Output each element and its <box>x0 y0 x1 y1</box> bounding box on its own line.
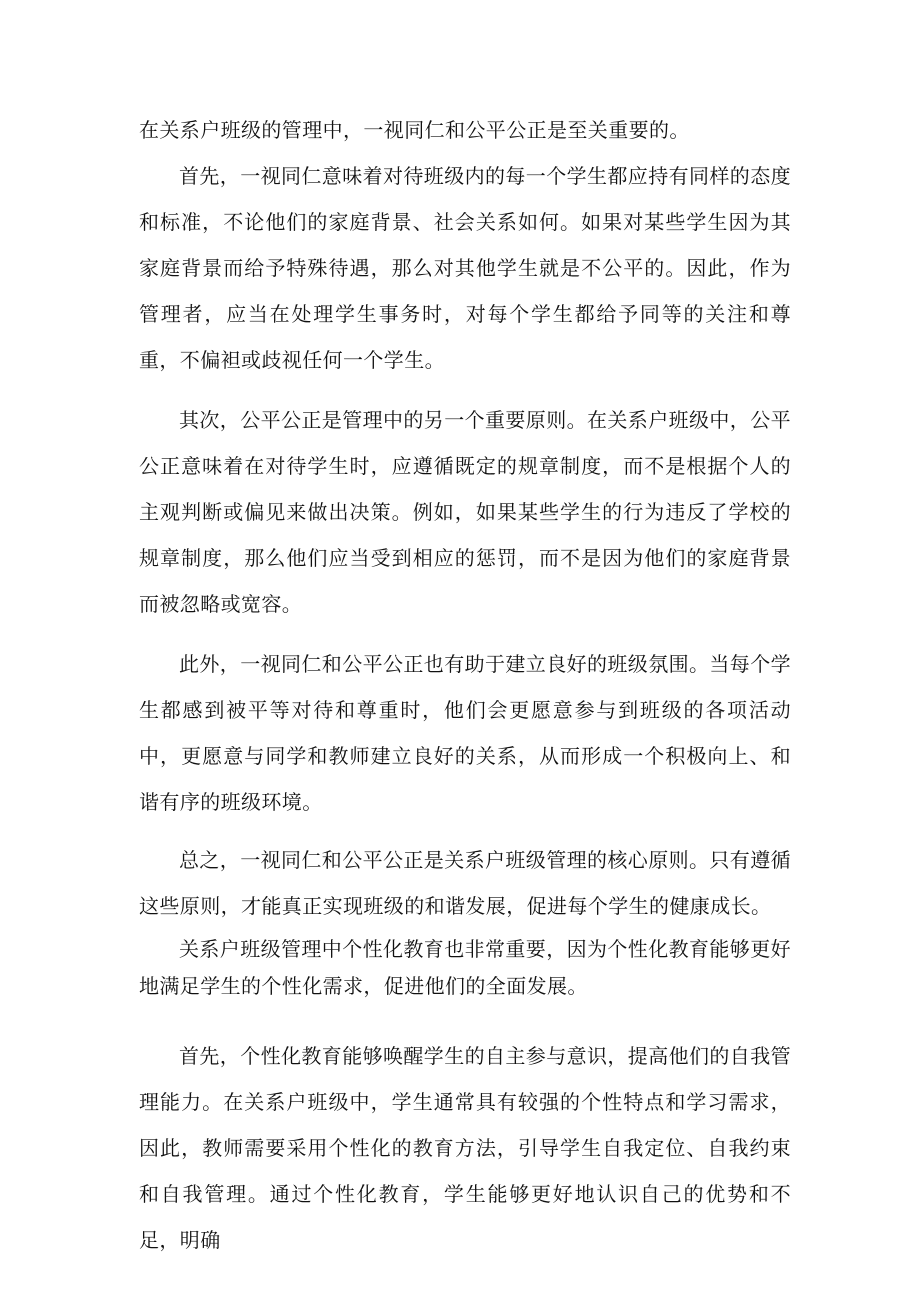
paragraph-first-equal-treatment: 首先，一视同仁意味着对待班级内的每一个学生都应持有同样的态度和标准，不论他们的家庭背景、社会关系如何。如果对某些学生因为其家庭背景而给予特殊待遇，那么对其他学生就是不公平的。因此，作为管理者，应当在处理学生事务时，对每个学生都给予同等的关注和尊重，不偏袒或歧视任何一个学生。 <box>139 164 791 372</box>
paragraph-intro: 在关系户班级的管理中，一视同仁和公平公正是至关重要的。 <box>139 118 690 142</box>
paragraph-first-personalized: 首先，个性化教育能够唤醒学生的自主参与意识，提高他们的自我管理能力。在关系户班级中，学生通常具有较强的个性特点和学习需求，因此，教师需要采用个性化的教育方法，引导学生自我定位、自我约束和自我管理。通过个性化教育，学生能够更好地认识自己的优势和不足，明确 <box>139 1044 791 1252</box>
paragraph-conclusion: 总之，一视同仁和公平公正是关系户班级管理的核心原则。只有遵循这些原则，才能真正实现班级的和谐发展，促进每个学生的健康成长。 <box>139 848 791 918</box>
paragraph-personalized-education: 关系户班级管理中个性化教育也非常重要，因为个性化教育能够更好地满足学生的个性化需求，促进他们的全面发展。 <box>139 937 791 998</box>
paragraph-class-atmosphere: 此外，一视同仁和公平公正也有助于建立良好的班级氛围。当每个学生都感到被平等对待和尊重时，他们会更愿意参与到班级的各项活动中，更愿意与同学和教师建立良好的关系，从而形成一个积极向上、和谐有序的班级环境。 <box>139 652 791 814</box>
paragraph-second-fairness: 其次，公平公正是管理中的另一个重要原则。在关系户班级中，公平公正意味着在对待学生时，应遵循既定的规章制度，而不是根据个人的主观判断或偏见来做出决策。例如，如果某些学生的行为违反了学校的规章制度，那么他们应当受到相应的惩罚，而不是因为他们的家庭背景而被忽略或宽容。 <box>139 408 791 616</box>
